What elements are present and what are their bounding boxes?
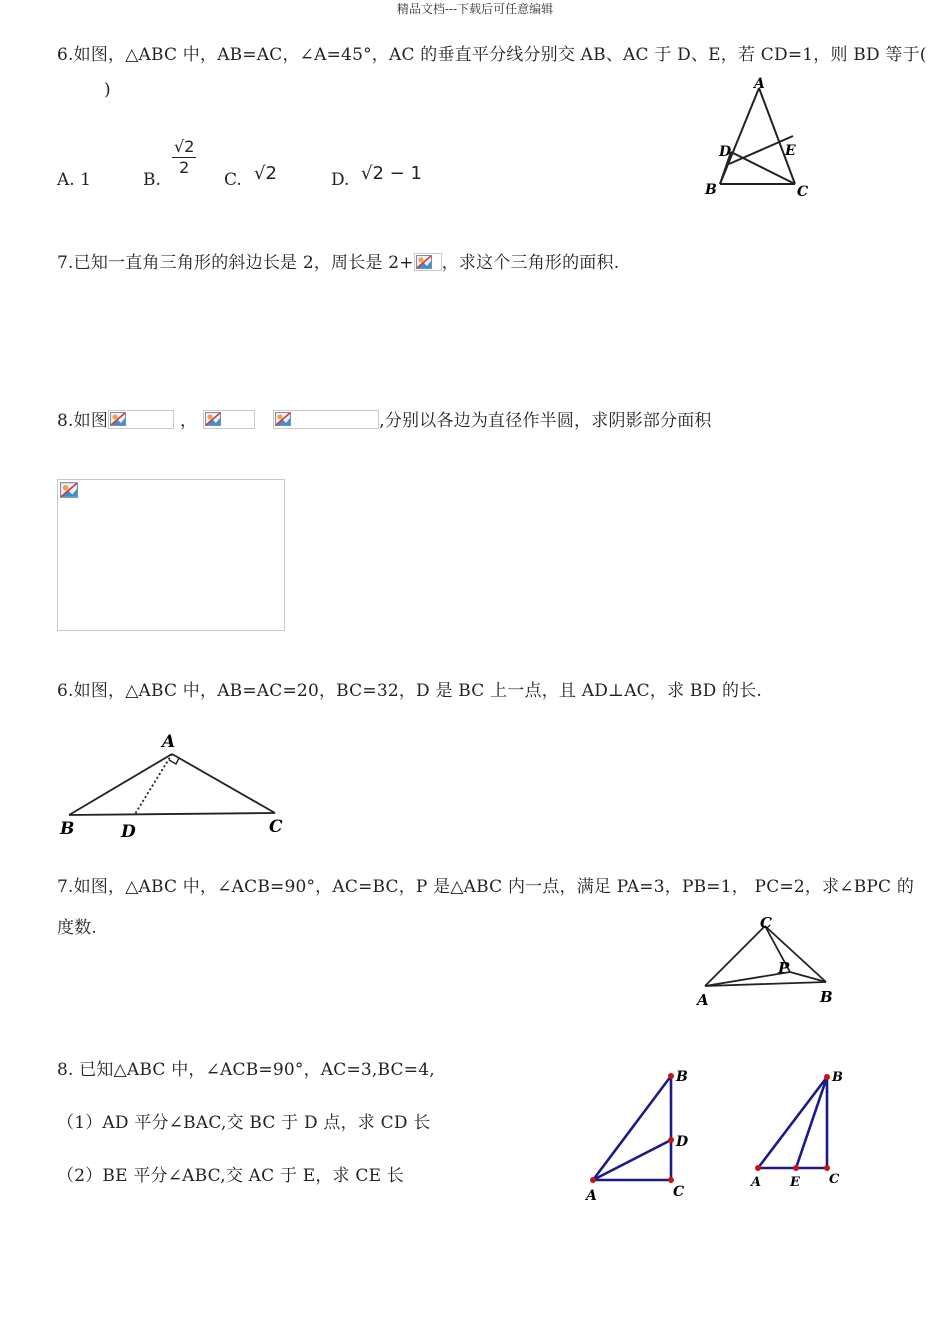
broken-image-icon [414, 253, 442, 271]
q6-option-c-label: C. [224, 170, 242, 190]
q8-stem-sep: ， [180, 411, 198, 431]
q8-stem-prefix: 8.如图 [57, 411, 109, 431]
q7b-stem-line1: 7.如图，△ABC 中，∠ACB=90°，AC=BC，P 是△ABC 内一点，满足 PA=3，PB=1， PC=2，求∠BPC 的 [57, 877, 915, 897]
q6b-label-c: C [269, 817, 283, 837]
q8b-fig1-label-b: B [676, 1069, 688, 1085]
q6-label-d: D [719, 144, 732, 160]
q8b-fig1-label-d: D [676, 1134, 689, 1150]
q8b-stem: 8. 已知△ABC 中，∠ACB=90°，AC=3,BC=4, [57, 1060, 435, 1080]
q8b-figure-1 [580, 1062, 700, 1204]
q7b-stem-line2: 度数. [57, 918, 98, 938]
q8-stem-suffix: ,分别以各边为直径作半圆，求阴影部分面积 [379, 411, 712, 431]
q6b-label-b: B [60, 819, 75, 839]
q8b-part1: （1）AD 平分∠BAC,交 BC 于 D 点，求 CD 长 [57, 1113, 431, 1133]
q6-option-b-label: B. [143, 170, 161, 190]
q6-stem-line2: ) [104, 80, 111, 100]
q6b-label-a: A [162, 732, 176, 752]
q6-option-a: A. 1 [57, 170, 91, 190]
broken-image-icon [108, 410, 174, 429]
q8b-part2: （2）BE 平分∠ABC,交 AC 于 E，求 CE 长 [57, 1166, 404, 1186]
q8-stem [57, 406, 712, 431]
broken-image-icon [273, 410, 379, 429]
q8-figure-placeholder [57, 479, 285, 631]
q6b-triangle-figure [55, 728, 295, 843]
q6-label-e: E [785, 143, 796, 159]
q6-option-d-label: D. [331, 170, 350, 190]
q8b-fig1-label-a: A [586, 1188, 597, 1204]
q7b-triangle-figure [690, 910, 840, 1012]
q7b-label-b: B [820, 988, 833, 1006]
q7b-label-a: A [697, 991, 709, 1009]
q6-option-c-value: √2 [254, 163, 277, 184]
q6-stem-line1: 6.如图，△ABC 中，AB=AC，∠A=45°，AC 的垂直平分线分别交 AB、AC 于 D、E，若 CD=1，则 BD 等于( [57, 45, 927, 65]
q6b-stem: 6.如图，△ABC 中，AB=AC=20，BC=32，D 是 BC 上一点，且 AD⊥AC，求 BD 的长. [57, 681, 763, 701]
q7b-label-p: P [778, 959, 790, 977]
broken-image-icon [60, 482, 78, 498]
q6-label-c: C [797, 184, 809, 200]
q8b-fig2-label-b: B [832, 1070, 843, 1085]
q6-label-a: A [754, 76, 765, 92]
q7b-label-c: C [760, 914, 772, 932]
q6-option-b-numerator: √2 [174, 137, 195, 156]
q6b-label-d: D [121, 822, 136, 842]
q8b-figure-2 [745, 1062, 855, 1194]
q6-option-d-value: √2 − 1 [361, 163, 422, 184]
q6-option-b-fraction [172, 137, 196, 178]
q7-stem-after: ，求这个三角形的面积. [441, 253, 620, 273]
broken-image-icon [203, 410, 255, 429]
q7-stem [57, 248, 619, 273]
q6-label-b: B [705, 182, 717, 198]
q6-triangle-figure [695, 72, 820, 202]
q8b-fig2-label-a: A [751, 1175, 762, 1190]
q8b-fig1-label-c: C [673, 1184, 685, 1200]
q8b-fig2-label-e: E [790, 1175, 800, 1190]
q6-option-b-denominator: 2 [179, 158, 190, 177]
page-header: 精品文档---下载后可任意编辑 [396, 2, 554, 16]
q8b-fig2-label-c: C [829, 1172, 840, 1187]
q7-stem-before: 7.已知一直角三角形的斜边长是 2，周长是 2+ [57, 253, 414, 273]
